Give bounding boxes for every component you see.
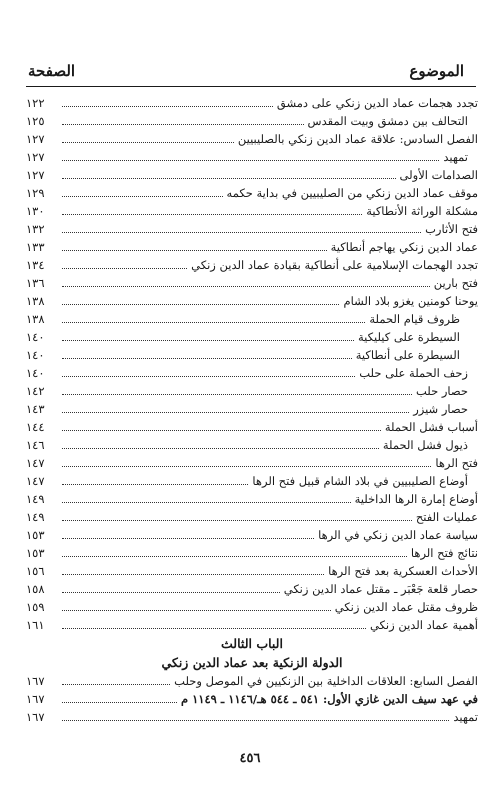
- toc-entry-title: تجدد هجمات عماد الدين زنكي على دمشق: [276, 96, 478, 110]
- dot-leader: [62, 178, 396, 179]
- toc-entry-title: تمهيد: [443, 150, 468, 164]
- toc-entry-title: أسباب فشل الحملة: [384, 420, 478, 434]
- toc-entry-title: أهمية عماد الدين زنكي: [369, 618, 478, 632]
- toc-entry-page: ١٦٧: [26, 674, 45, 688]
- toc-entry-page: ١٤٣: [26, 402, 45, 416]
- part-title: الدولة الزنكية بعد عماد الدين زنكي: [161, 655, 343, 670]
- table-of-contents: [26, 94, 478, 726]
- toc-entry-page: ١٣٦: [26, 276, 45, 290]
- dot-leader: [62, 142, 234, 143]
- dot-leader: [62, 304, 339, 305]
- toc-entry-title: عمليات الفتح: [415, 510, 478, 524]
- toc-entry-title: الصدامات الأولى: [399, 168, 478, 182]
- toc-entry-page: ١٢٩: [26, 186, 45, 200]
- toc-entry-page: ١٤٩: [26, 510, 45, 524]
- toc-entry-page: ١٥٣: [26, 528, 45, 542]
- toc-entry-page: ١٤٤: [26, 420, 45, 434]
- toc-entry-page: ١٤٦: [26, 438, 45, 452]
- toc-entry-page: ١٦٧: [26, 692, 45, 706]
- toc-entry: [26, 490, 478, 508]
- toc-entry-page: ١٢٢: [26, 96, 45, 110]
- dot-leader: [62, 684, 170, 685]
- toc-entry-page: ١٢٥: [26, 114, 45, 128]
- toc-entry: [26, 454, 478, 472]
- toc-entry: [26, 166, 478, 184]
- toc-entry-page: ١٥٣: [26, 546, 45, 560]
- toc-entry-page: ١٣٨: [26, 294, 45, 308]
- toc-entry: [26, 310, 478, 328]
- dot-leader: [62, 520, 412, 521]
- toc-list: [26, 94, 478, 634]
- toc-entry: [26, 274, 478, 292]
- toc-entry-page: ١٦٧: [26, 710, 45, 724]
- topic-column-header: الموضوع: [409, 62, 464, 80]
- toc-entry: [26, 238, 478, 256]
- dot-leader: [62, 358, 352, 359]
- dot-leader: [62, 466, 431, 467]
- toc-entry: [26, 328, 478, 346]
- toc-entry: [26, 708, 478, 726]
- dot-leader: [62, 232, 421, 233]
- toc-entry: [26, 94, 478, 112]
- toc-entry-page: ١٤٢: [26, 384, 45, 398]
- toc-entry-page: ١٣٢: [26, 222, 45, 236]
- dot-leader: [62, 394, 412, 395]
- toc-entry: [26, 292, 478, 310]
- dot-leader: [62, 106, 273, 107]
- dot-leader: [62, 412, 409, 413]
- dot-leader: [62, 286, 430, 287]
- toc-entry-title: في عهد سيف الدين غازي الأول: ٥٤١ ـ ٥٤٤ هـ/١١٤٦ ـ ١١٤٩ م: [180, 692, 478, 706]
- dot-leader: [62, 376, 355, 377]
- dot-leader: [62, 610, 331, 611]
- toc-entry: [26, 130, 478, 148]
- toc-entry-title: أوضاع الصليبيين في بلاد الشام قبيل فتح الرها: [252, 474, 468, 488]
- toc-entry-page: ١٤٠: [26, 366, 45, 380]
- toc-entry-title: يوحنا كومنين يغزو بلاد الشام: [343, 294, 478, 308]
- toc-entry-title: فتح بارين: [433, 276, 478, 290]
- toc-entry-page: ١٣٨: [26, 312, 45, 326]
- toc-entry-title: السيطرة على أنطاكية: [355, 348, 460, 362]
- toc-entry: [26, 346, 478, 364]
- toc-entry-title: زحف الحملة على حلب: [359, 366, 468, 380]
- toc-entry-page: ١٣٣: [26, 240, 45, 254]
- toc-entry: [26, 508, 478, 526]
- toc-entry: [26, 400, 478, 418]
- toc-entry-title: حصار قلعة جَعْبَر ـ مقتل عماد الدين زنكي: [283, 582, 478, 596]
- dot-leader: [62, 484, 248, 485]
- toc-entry-title: حصار شيزر: [413, 402, 468, 416]
- toc-entry: [26, 526, 478, 544]
- toc-entry: [26, 364, 478, 382]
- dot-leader: [62, 502, 351, 503]
- dot-leader: [62, 430, 381, 431]
- toc-entry-title: سياسة عماد الدين زنكي في الرها: [318, 528, 478, 542]
- toc-entry: [26, 544, 478, 562]
- dot-leader: [62, 124, 304, 125]
- dot-leader: [62, 322, 365, 323]
- dot-leader: [62, 268, 187, 269]
- toc-entry-title: فتح الأثارب: [425, 222, 478, 236]
- toc-entry-title: موقف عماد الدين زنكي من الصليبيين في بداية حكمه: [226, 186, 478, 200]
- toc-entry: [26, 418, 478, 436]
- dot-leader: [62, 250, 327, 251]
- toc-entry: [26, 184, 478, 202]
- toc-entry-title: عماد الدين زنكي يهاجم أنطاكية: [330, 240, 478, 254]
- toc-entry: [26, 472, 478, 490]
- dot-leader: [62, 720, 449, 721]
- dot-leader: [62, 702, 177, 703]
- toc-entry: [26, 616, 478, 634]
- toc-entry: [26, 202, 478, 220]
- toc-entry: [26, 220, 478, 238]
- toc-entry: [26, 256, 478, 274]
- dot-leader: [62, 340, 354, 341]
- page-number: ٤٥٦: [239, 751, 261, 766]
- toc-entry-title: ظروف قيام الحملة: [369, 312, 460, 326]
- dot-leader: [62, 196, 223, 197]
- toc-entry-title: ظروف مقتل عماد الدين زنكي: [334, 600, 478, 614]
- toc-entry: [26, 112, 478, 130]
- toc-entry-title: تمهيد: [453, 710, 478, 724]
- toc-entry-page: ١٤٧: [26, 456, 45, 470]
- toc-entry: [26, 382, 478, 400]
- toc-entry: [26, 672, 478, 690]
- dot-leader: [62, 592, 280, 593]
- toc-entry-page: ١٤٧: [26, 474, 45, 488]
- dot-leader: [62, 160, 439, 161]
- toc-entry: [26, 562, 478, 580]
- dot-leader: [62, 556, 407, 557]
- toc-list-continued: [26, 672, 478, 726]
- toc-entry-page: ١٤٩: [26, 492, 45, 506]
- toc-entry-title: ذيول فشل الحملة: [382, 438, 468, 452]
- toc-entry-title: حصار حلب: [415, 384, 468, 398]
- toc-entry-title: السيطرة على كيليكية: [357, 330, 460, 344]
- toc-entry-page: ١٦١: [26, 618, 45, 632]
- toc-entry-page: ١٥٦: [26, 564, 45, 578]
- toc-entry-title: أوضاع إمارة الرها الداخلية: [354, 492, 478, 506]
- toc-entry-page: ١٣٠: [26, 204, 45, 218]
- toc-entry-page: ١٢٧: [26, 168, 45, 182]
- toc-entry-title: مشكلة الوراثة الأنطاكية: [366, 204, 478, 218]
- dot-leader: [62, 448, 379, 449]
- header-rule: [26, 86, 476, 87]
- toc-entry: [26, 690, 478, 708]
- toc-entry-title: الأحداث العسكرية بعد فتح الرها: [328, 564, 478, 578]
- toc-entry-page: ١٣٤: [26, 258, 45, 272]
- page-column-header: الصفحة: [28, 62, 76, 80]
- toc-entry-page: ١٢٧: [26, 132, 45, 146]
- toc-entry-page: ١٥٨: [26, 582, 45, 596]
- toc-entry: [26, 148, 478, 166]
- dot-leader: [62, 214, 362, 215]
- dot-leader: [62, 628, 366, 629]
- toc-entry-page: ١٢٧: [26, 150, 45, 164]
- toc-entry: [26, 598, 478, 616]
- toc-entry-title: نتائج فتح الرها: [410, 546, 478, 560]
- toc-entry-title: فتح الرها: [435, 456, 478, 470]
- dot-leader: [62, 574, 324, 575]
- toc-entry: [26, 436, 478, 454]
- toc-entry-page: ١٥٩: [26, 600, 45, 614]
- toc-entry-page: ١٤٠: [26, 348, 45, 362]
- toc-entry: [26, 580, 478, 598]
- toc-entry-title: تجدد الهجمات الإسلامية على أنطاكية بقيادة عماد الدين زنكي: [191, 258, 478, 272]
- toc-entry-title: الفصل السادس: علاقة عماد الدين زنكي بالصليبيين: [237, 132, 478, 146]
- part-heading: الباب الثالث: [221, 636, 283, 651]
- toc-entry-page: ١٤٠: [26, 330, 45, 344]
- dot-leader: [62, 538, 314, 539]
- toc-entry-title: الفصل السابع: العلاقات الداخلية بين الزنكيين في الموصل وحلب: [174, 674, 478, 688]
- toc-entry-title: التحالف بين دمشق وبيت المقدس: [307, 114, 468, 128]
